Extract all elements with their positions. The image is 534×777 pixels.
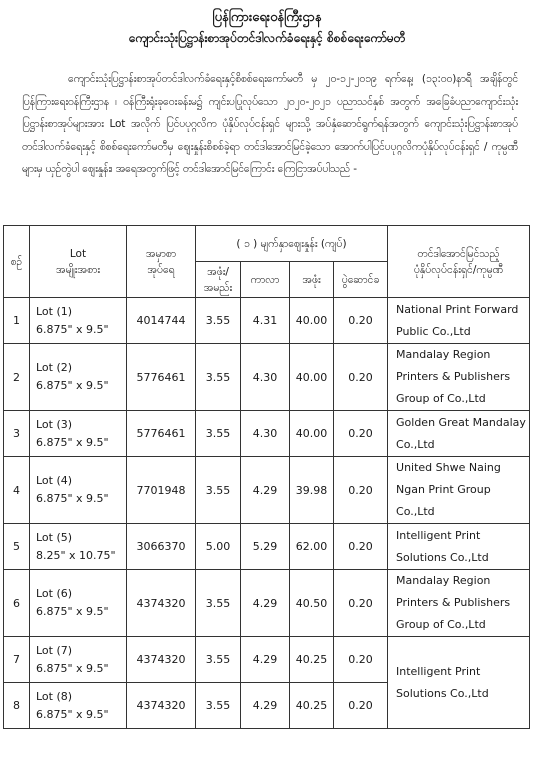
lot-size: 6.875" x 9.5" bbox=[36, 707, 109, 721]
table-row bbox=[4, 298, 530, 344]
row-price-binding: 0.20 bbox=[334, 570, 388, 637]
row-quantity: 4374320 bbox=[127, 570, 196, 637]
row-lot bbox=[30, 524, 127, 570]
row-price-color: 4.29 bbox=[241, 457, 290, 524]
header-no: စဉ် bbox=[4, 226, 30, 298]
row-winner: United Shwe Naing Ngan Print Group Co.,Ltd bbox=[388, 457, 530, 524]
table-row bbox=[4, 344, 530, 411]
row-winner: Mandalay Region Printers & Publishers Group of Co.,Ltd bbox=[388, 570, 530, 637]
lot-size: 6.875" x 9.5" bbox=[36, 661, 109, 675]
row-price-color: 4.29 bbox=[241, 637, 290, 683]
row-no: 4 bbox=[4, 457, 30, 524]
row-no: 7 bbox=[4, 637, 30, 683]
row-price-cover: 3.55 bbox=[196, 637, 241, 683]
header-price-color: ကာလာ bbox=[241, 262, 290, 298]
row-price-total: 39.98 bbox=[290, 457, 334, 524]
row-quantity: 4014744 bbox=[127, 298, 196, 344]
row-winner: Intelligent Print Solutions Co.,Ltd bbox=[388, 637, 530, 729]
row-price-binding: 0.20 bbox=[334, 298, 388, 344]
row-price-cover: 5.00 bbox=[196, 524, 241, 570]
lot-size: 6.875" x 9.5" bbox=[36, 322, 109, 336]
row-quantity: 5776461 bbox=[127, 411, 196, 457]
table-row bbox=[4, 411, 530, 457]
ministry-title: ပြန်ကြားရေးဝန်ကြီးဌာန bbox=[212, 10, 322, 25]
row-lot bbox=[30, 298, 127, 344]
row-no: 8 bbox=[4, 683, 30, 729]
lot-size: 8.25" x 10.75" bbox=[36, 548, 116, 562]
lot-name: Lot (8) bbox=[36, 689, 73, 703]
row-winner: Mandalay Region Printers & Publishers Group of Co.,Ltd bbox=[388, 344, 530, 411]
row-quantity: 4374320 bbox=[127, 637, 196, 683]
lot-name: Lot (1) bbox=[36, 304, 73, 318]
tender-results-table bbox=[3, 225, 530, 729]
row-lot bbox=[30, 457, 127, 524]
row-price-total: 40.50 bbox=[290, 570, 334, 637]
header-winner: တင်ဒါအောင်မြင်သည့် ပုံနှိပ်လုပ်ငန်းရှင်/ကုမ္ပဏီ bbox=[388, 226, 530, 298]
row-winner: Intelligent Print Solutions Co.,Ltd bbox=[388, 524, 530, 570]
row-quantity: 4374320 bbox=[127, 683, 196, 729]
row-price-cover: 3.55 bbox=[196, 344, 241, 411]
table-row bbox=[4, 637, 530, 683]
row-lot bbox=[30, 637, 127, 683]
row-no: 5 bbox=[4, 524, 30, 570]
row-lot bbox=[30, 344, 127, 411]
row-price-cover: 3.55 bbox=[196, 683, 241, 729]
lot-size: 6.875" x 9.5" bbox=[36, 605, 109, 618]
header-price-group: ( ၁ ) မျက်နှာဈေးနှုန်း (ကျပ်) bbox=[196, 226, 388, 262]
table-row bbox=[4, 570, 530, 637]
table-row bbox=[4, 524, 530, 570]
table-row bbox=[4, 457, 530, 524]
row-price-binding: 0.20 bbox=[334, 524, 388, 570]
row-lot bbox=[30, 570, 127, 637]
row-price-total: 40.25 bbox=[290, 683, 334, 729]
header-price-cover: အဖုံး/ အမည်း bbox=[196, 262, 241, 298]
row-price-color: 4.30 bbox=[241, 411, 290, 457]
announcement-paragraph: ကျောင်းသုံးပြဋ္ဌာန်းစာအုပ်တင်ဒါလက်ခံရေးနှင့်စိစစ်ရေးကော်မတီ မှ ၂၀-၁၂-၂၀၁၉ ရက်နေ့၊ (၁၃:၀၀)နာရီ အချိန်တွင် ပြန်ကြားရေးဝန်ကြီးဌာန ၊ ဝန်ကြီးရုံးခုဝေးခန်းမ၌ ကျင်းပပြုလုပ်သော ၂၀၂၀-၂၀၂၁ ပညာသင်နှစ် အတွက် အခြေခံပညာကျောင်းသုံးပြဋ္ဌာန်းစာအုပ်များအား Lot အလိုက် ပြင်ပပုဂ္ဂလိက ပုံနှိပ်လုပ်ငန်းရှင် များသို့ အပ်နှံဆောင်ရွက်ရန်အတွက် ကျောင်းသုံးပြဋ္ဌာန်းစာအုပ်တင်ဒါလက်ခံရေးနှင့် စိစစ်ရေးကော်မတီမှ ဈေးနှုန်းစိစစ်ခဲ့ရာ တင်ဒါအောင်မြင်ခဲ့သော အောက်ပါပြင်ပပုဂ္ဂလိကပုံနှိပ်လုပ်ငန်းရှင် / ကုမ္ပဏီများမှ ယှဉ်တွဲပါ ဈေးနှုန်း၊ အရေအတွက်ဖြင့် တင်ဒါအောင်မြင်ကြောင်း ကြေငြာအပ်ပါသည် - bbox=[22, 73, 518, 175]
row-price-total: 62.00 bbox=[290, 524, 334, 570]
row-price-color: 4.30 bbox=[241, 344, 290, 411]
row-lot bbox=[30, 411, 127, 457]
row-lot bbox=[30, 683, 127, 729]
row-price-total: 40.00 bbox=[290, 411, 334, 457]
row-price-binding: 0.20 bbox=[334, 683, 388, 729]
row-winner: National Print Forward Public Co.,Ltd bbox=[388, 298, 530, 344]
row-price-binding: 0.20 bbox=[334, 457, 388, 524]
row-quantity: 5776461 bbox=[127, 344, 196, 411]
lot-name: Lot (4) bbox=[36, 474, 73, 487]
row-price-total: 40.00 bbox=[290, 344, 334, 411]
row-price-color: 4.29 bbox=[241, 683, 290, 729]
header-quantity: အမှာစာ အုပ်ရေ bbox=[127, 226, 196, 298]
row-price-total: 40.25 bbox=[290, 637, 334, 683]
row-price-cover: 3.55 bbox=[196, 411, 241, 457]
row-price-cover: 3.55 bbox=[196, 570, 241, 637]
row-no: 1 bbox=[4, 298, 30, 344]
committee-title: ကျောင်းသုံးပြဋ္ဌာန်းစာအုပ်တင်ဒါလက်ခံရေးနှင့် စိစစ်ရေးကော်မတီ bbox=[128, 31, 406, 45]
row-no: 3 bbox=[4, 411, 30, 457]
row-price-cover: 3.55 bbox=[196, 298, 241, 344]
row-price-color: 5.29 bbox=[241, 524, 290, 570]
header-lot: Lot အမျိုးအစား bbox=[30, 226, 127, 298]
row-price-color: 4.31 bbox=[241, 298, 290, 344]
row-price-binding: 0.20 bbox=[334, 637, 388, 683]
row-no: 6 bbox=[4, 570, 30, 637]
document-header bbox=[0, 0, 534, 48]
lot-size: 6.875" x 9.5" bbox=[36, 492, 109, 505]
row-price-color: 4.29 bbox=[241, 570, 290, 637]
lot-size: 6.875" x 9.5" bbox=[36, 379, 109, 392]
lot-name: Lot (5) bbox=[36, 530, 73, 544]
lot-name: Lot (6) bbox=[36, 587, 73, 600]
row-winner: Golden Great Mandalay Co.,Ltd bbox=[388, 411, 530, 457]
header-price-binding: ပွဲဆောင်ခ bbox=[334, 262, 388, 298]
lot-name: Lot (7) bbox=[36, 643, 73, 657]
row-no: 2 bbox=[4, 344, 30, 411]
row-price-total: 40.00 bbox=[290, 298, 334, 344]
row-quantity: 7701948 bbox=[127, 457, 196, 524]
lot-name: Lot (3) bbox=[36, 417, 73, 431]
lot-size: 6.875" x 9.5" bbox=[36, 435, 109, 449]
row-quantity: 3066370 bbox=[127, 524, 196, 570]
row-price-binding: 0.20 bbox=[334, 411, 388, 457]
lot-name: Lot (2) bbox=[36, 361, 73, 374]
row-price-binding: 0.20 bbox=[334, 344, 388, 411]
row-price-cover: 3.55 bbox=[196, 457, 241, 524]
header-price-total: အဖုံး bbox=[290, 262, 334, 298]
